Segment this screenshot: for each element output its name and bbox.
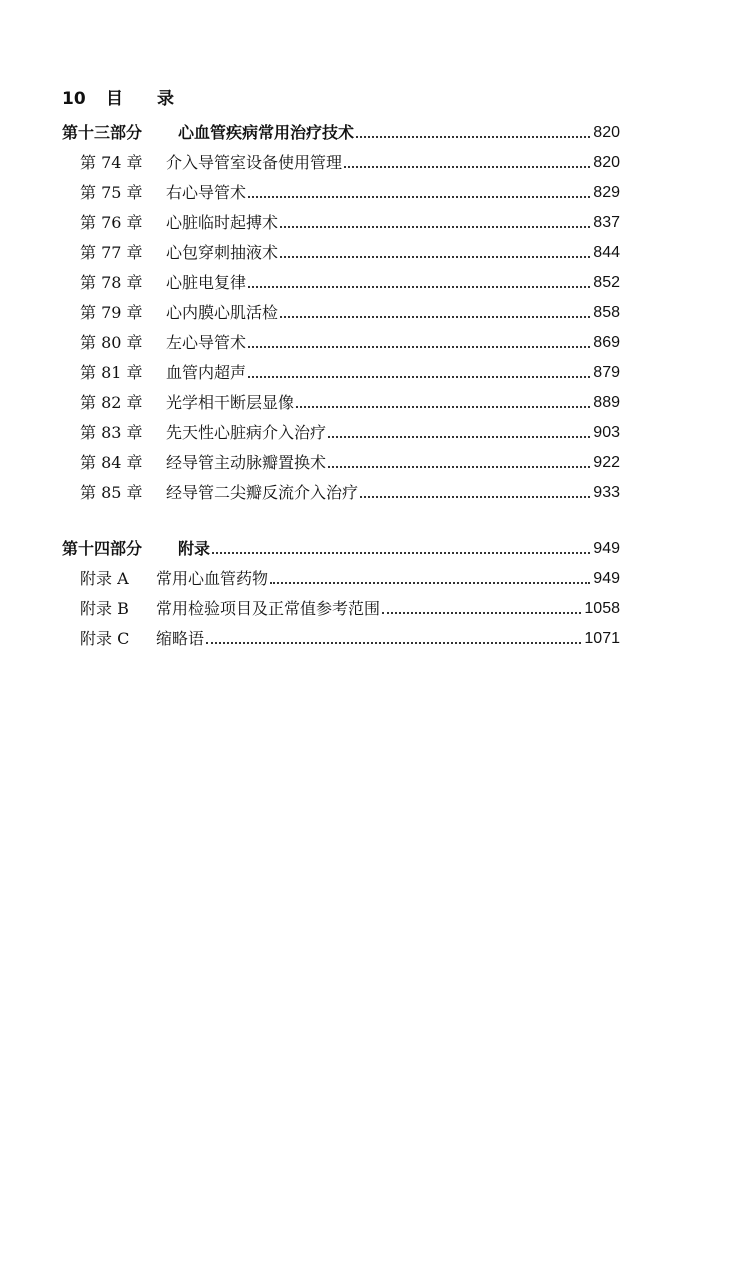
dot-leader [382,612,581,614]
appendix-title: 常用心血管药物 [156,569,269,588]
chapter-label: 第 77 章 [80,243,143,262]
toc-part-row[interactable] [62,118,620,148]
dot-leader [248,196,590,198]
toc-chapter-row[interactable] [62,388,620,418]
dot-leader [356,136,590,138]
toc-appendix-row[interactable] [62,594,620,624]
dot-leader [212,552,590,554]
chapter-title: 介入导管室设备使用管理 [166,153,343,172]
chapter-label: 第 85 章 [80,483,143,502]
header-title: 目录 [106,89,208,109]
page-number: 922 [593,454,620,471]
page-number: 889 [593,394,620,411]
page-number: 869 [593,334,620,351]
dot-leader [248,346,590,348]
chapter-title: 左心导管术 [166,333,247,352]
appendix-title: 缩略语 [156,629,205,648]
page-number: 858 [593,304,620,321]
page-number: 829 [593,184,620,201]
page-number: 820 [593,124,620,141]
page-number: 933 [593,484,620,501]
chapter-label: 第 83 章 [80,423,143,442]
header-page-number: 10 [62,89,86,109]
part-title: 附录 [178,539,211,558]
chapter-label: 第 81 章 [80,363,143,382]
part-block-14 [62,534,620,654]
chapter-label: 第 76 章 [80,213,143,232]
dot-leader [296,406,590,408]
appendix-title: 常用检验项目及正常值参考范围 [156,599,381,618]
chapter-label: 第 79 章 [80,303,143,322]
toc-chapter-row[interactable] [62,268,620,298]
page-number: 1058 [584,600,620,617]
toc-chapter-row[interactable] [62,478,620,508]
chapter-title: 心脏电复律 [166,273,247,292]
chapter-title: 经导管主动脉瓣置换术 [166,453,327,472]
page-number: 879 [593,364,620,381]
dot-leader [360,496,590,498]
part-title: 心血管疾病常用治疗技术 [178,123,355,142]
page-number: 837 [593,214,620,231]
page-number: 949 [593,540,620,557]
chapter-title: 心脏临时起搏术 [166,213,279,232]
toc-chapter-row[interactable] [62,178,620,208]
toc-chapter-row[interactable] [62,418,620,448]
dot-leader [206,642,581,644]
page-number: 903 [593,424,620,441]
chapter-label: 第 78 章 [80,273,143,292]
dot-leader [270,582,590,584]
toc-chapter-row[interactable] [62,208,620,238]
page-number: 852 [593,274,620,291]
dot-leader [328,466,590,468]
chapter-title: 光学相干断层显像 [166,393,295,412]
toc-chapter-row[interactable] [62,358,620,388]
appendix-label: 附录 C [80,629,130,648]
appendix-label: 附录 A [80,569,129,588]
dot-leader [280,316,590,318]
toc-part-row[interactable] [62,534,620,564]
part-label: 第十四部分 [62,539,143,558]
page-number: 820 [593,154,620,171]
toc-appendix-row[interactable] [62,624,620,654]
toc-chapter-row[interactable] [62,298,620,328]
toc-appendix-row[interactable] [62,564,620,594]
dot-leader [328,436,590,438]
part-label: 第十三部分 [62,123,143,142]
page-number: 1071 [584,630,620,647]
chapter-label: 第 74 章 [80,153,143,172]
chapter-label: 第 80 章 [80,333,143,352]
toc-chapter-row[interactable] [62,238,620,268]
chapter-label: 第 75 章 [80,183,143,202]
toc-chapter-row[interactable] [62,148,620,178]
toc-chapter-row[interactable] [62,328,620,358]
appendix-label: 附录 B [80,599,129,618]
chapter-title: 经导管二尖瓣反流介入治疗 [166,483,359,502]
page-number: 949 [593,570,620,587]
page-number: 844 [593,244,620,261]
table-of-contents [62,118,620,654]
dot-leader [248,286,590,288]
chapter-label: 第 84 章 [80,453,143,472]
chapter-title: 心内膜心肌活检 [166,303,279,322]
chapter-title: 血管内超声 [166,363,247,382]
part-block-13 [62,118,620,508]
dot-leader [248,376,590,378]
chapter-title: 右心导管术 [166,183,247,202]
chapter-title: 心包穿刺抽液术 [166,243,279,262]
dot-leader [344,166,590,168]
dot-leader [280,226,590,228]
chapter-label: 第 82 章 [80,393,143,412]
running-header [62,84,208,109]
dot-leader [280,256,590,258]
chapter-title: 先天性心脏病介入治疗 [166,423,327,442]
toc-chapter-row[interactable] [62,448,620,478]
